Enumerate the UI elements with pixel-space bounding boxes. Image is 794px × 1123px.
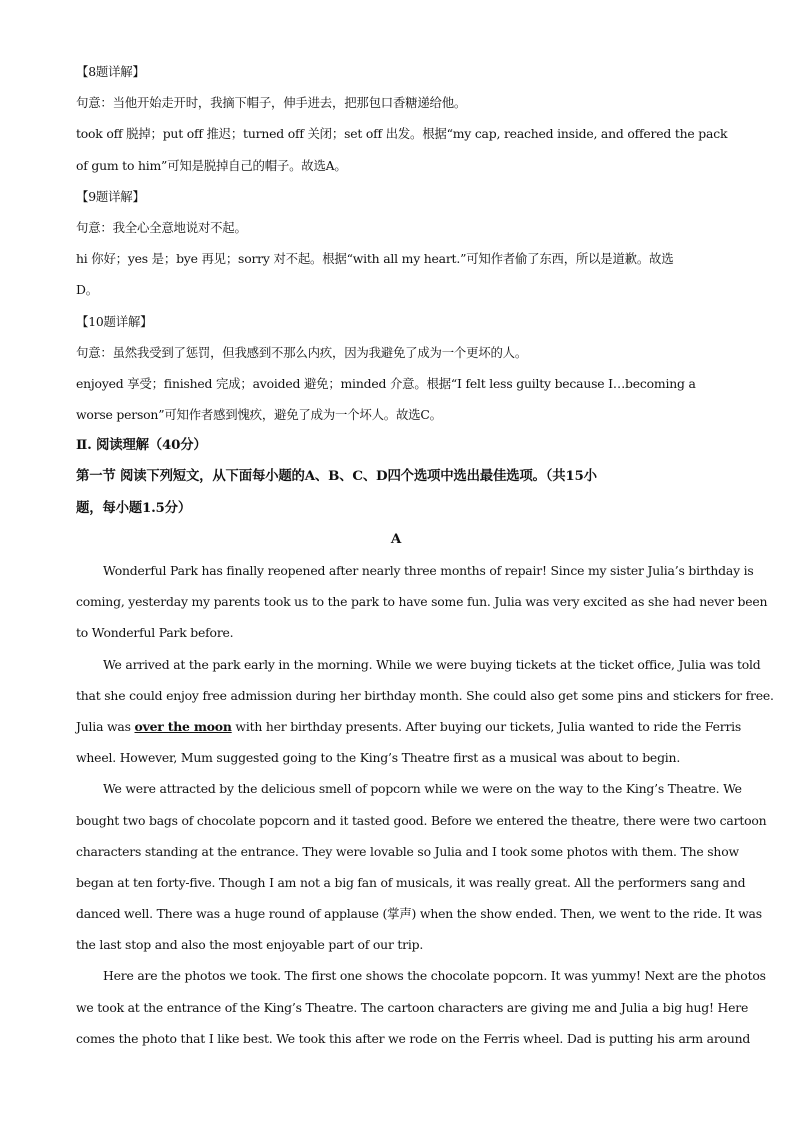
q10-explanation-line-1: enjoyed 享受；finished 完成；avoided 避免；minded 介意。根据“I felt less guilty because I…becoming a [76, 375, 696, 391]
q9-heading: 【9题详解】 [76, 188, 145, 204]
q8-meaning: 句意：当他开始走开时，我摘下帽子，伸手进去，把那包口香糖递给他。 [76, 95, 467, 111]
passage-line: characters standing at the entrance. They were lovable so Julia and I took some photos with them. The show [76, 843, 739, 859]
passage-line: bought two bags of chocolate popcorn and it tasted good. Before we entered the theatre, there were two cartoon [76, 812, 767, 828]
passage-label: A [390, 530, 402, 547]
passage-line: wheel. However, Mum suggested going to the King’s Theatre first as a musical was about to begin. [76, 750, 681, 766]
q9-explanation-line-1: hi 你好；yes 是；bye 再见；sorry 对不起。根据“with all my heart.”可知作者偷了东西，所以是道歉。故选 [76, 251, 674, 267]
passage-line: danced well. There was a huge round of applause (掌声) when the show ended. Then, we went to the ride. It was [76, 906, 762, 922]
part-instruction-line-1: 第一节 阅读下列短文，从下面每小题的A、B、C、D四个选项中选出最佳选项。（共15小 [76, 468, 597, 485]
passage-line: the last stop and also the most enjoyable part of our trip. [76, 937, 424, 953]
passage-text: Julia was [76, 718, 135, 734]
passage-line [76, 711, 742, 742]
passage-line: We were attracted by the delicious smell of popcorn while we were on the way to the King’s Theatre. We [103, 781, 742, 797]
passage-text: with her birthday presents. After buying our tickets, Julia wanted to ride the Ferris [231, 718, 742, 734]
passage-line: coming, yesterday my parents took us to the park to have some fun. Julia was very excited as she had never been [76, 594, 768, 610]
passage-line: to Wonderful Park before. [76, 625, 234, 641]
section-title: Ⅱ. 阅读理解（40分） [76, 437, 207, 454]
underlined-phrase: over the moon [134, 718, 232, 734]
q8-explanation-line-2: of gum to him”可知是脱掉自己的帽子。故选A。 [76, 157, 347, 173]
q8-heading: 【8题详解】 [76, 64, 145, 79]
passage-line: that she could enjoy free admission during her birthday month. She could also get some pins and stickers for free. [76, 687, 774, 703]
q9-explanation-line-2: D。 [76, 282, 98, 298]
part-instruction-line-2: 题，每小题1.5分） [76, 499, 192, 516]
document-page [76, 56, 774, 1054]
passage-line: we took at the entrance of the King’s Theatre. The cartoon characters are giving me and Julia a big hug! Here [76, 999, 749, 1015]
passage-line: We arrived at the park early in the morning. While we were buying tickets at the ticket office, Julia was told [103, 656, 761, 672]
passage-line: Here are the photos we took. The first one shows the chocolate popcorn. It was yummy! Next are the photos [103, 968, 766, 984]
q9-meaning: 句意：我全心全意地说对不起。 [76, 219, 247, 235]
q10-heading: 【10题详解】 [76, 313, 153, 329]
passage-line: Wonderful Park has finally reopened after nearly three months of repair! Since my sister Julia’s birthday is [103, 563, 754, 578]
q10-meaning: 句意：虽然我受到了惩罚，但我感到不那么内疚，因为我避免了成为一个更坏的人。 [76, 344, 528, 360]
q8-explanation-line-1: took off 脱掉；put off 推迟；turned off 关闭；set off 出发。根据“my cap, reached inside, and offered the pack [76, 126, 728, 142]
q10-explanation-line-2: worse person”可知作者感到愧疚，避免了成为一个坏人。故选C。 [76, 407, 442, 423]
passage-line: began at ten forty-five. Though I am not a big fan of musicals, it was really great. All the performers sang and [76, 874, 746, 890]
passage-line: comes the photo that I like best. We took this after we rode on the Ferris wheel. Dad is putting his arm around [76, 1030, 751, 1046]
